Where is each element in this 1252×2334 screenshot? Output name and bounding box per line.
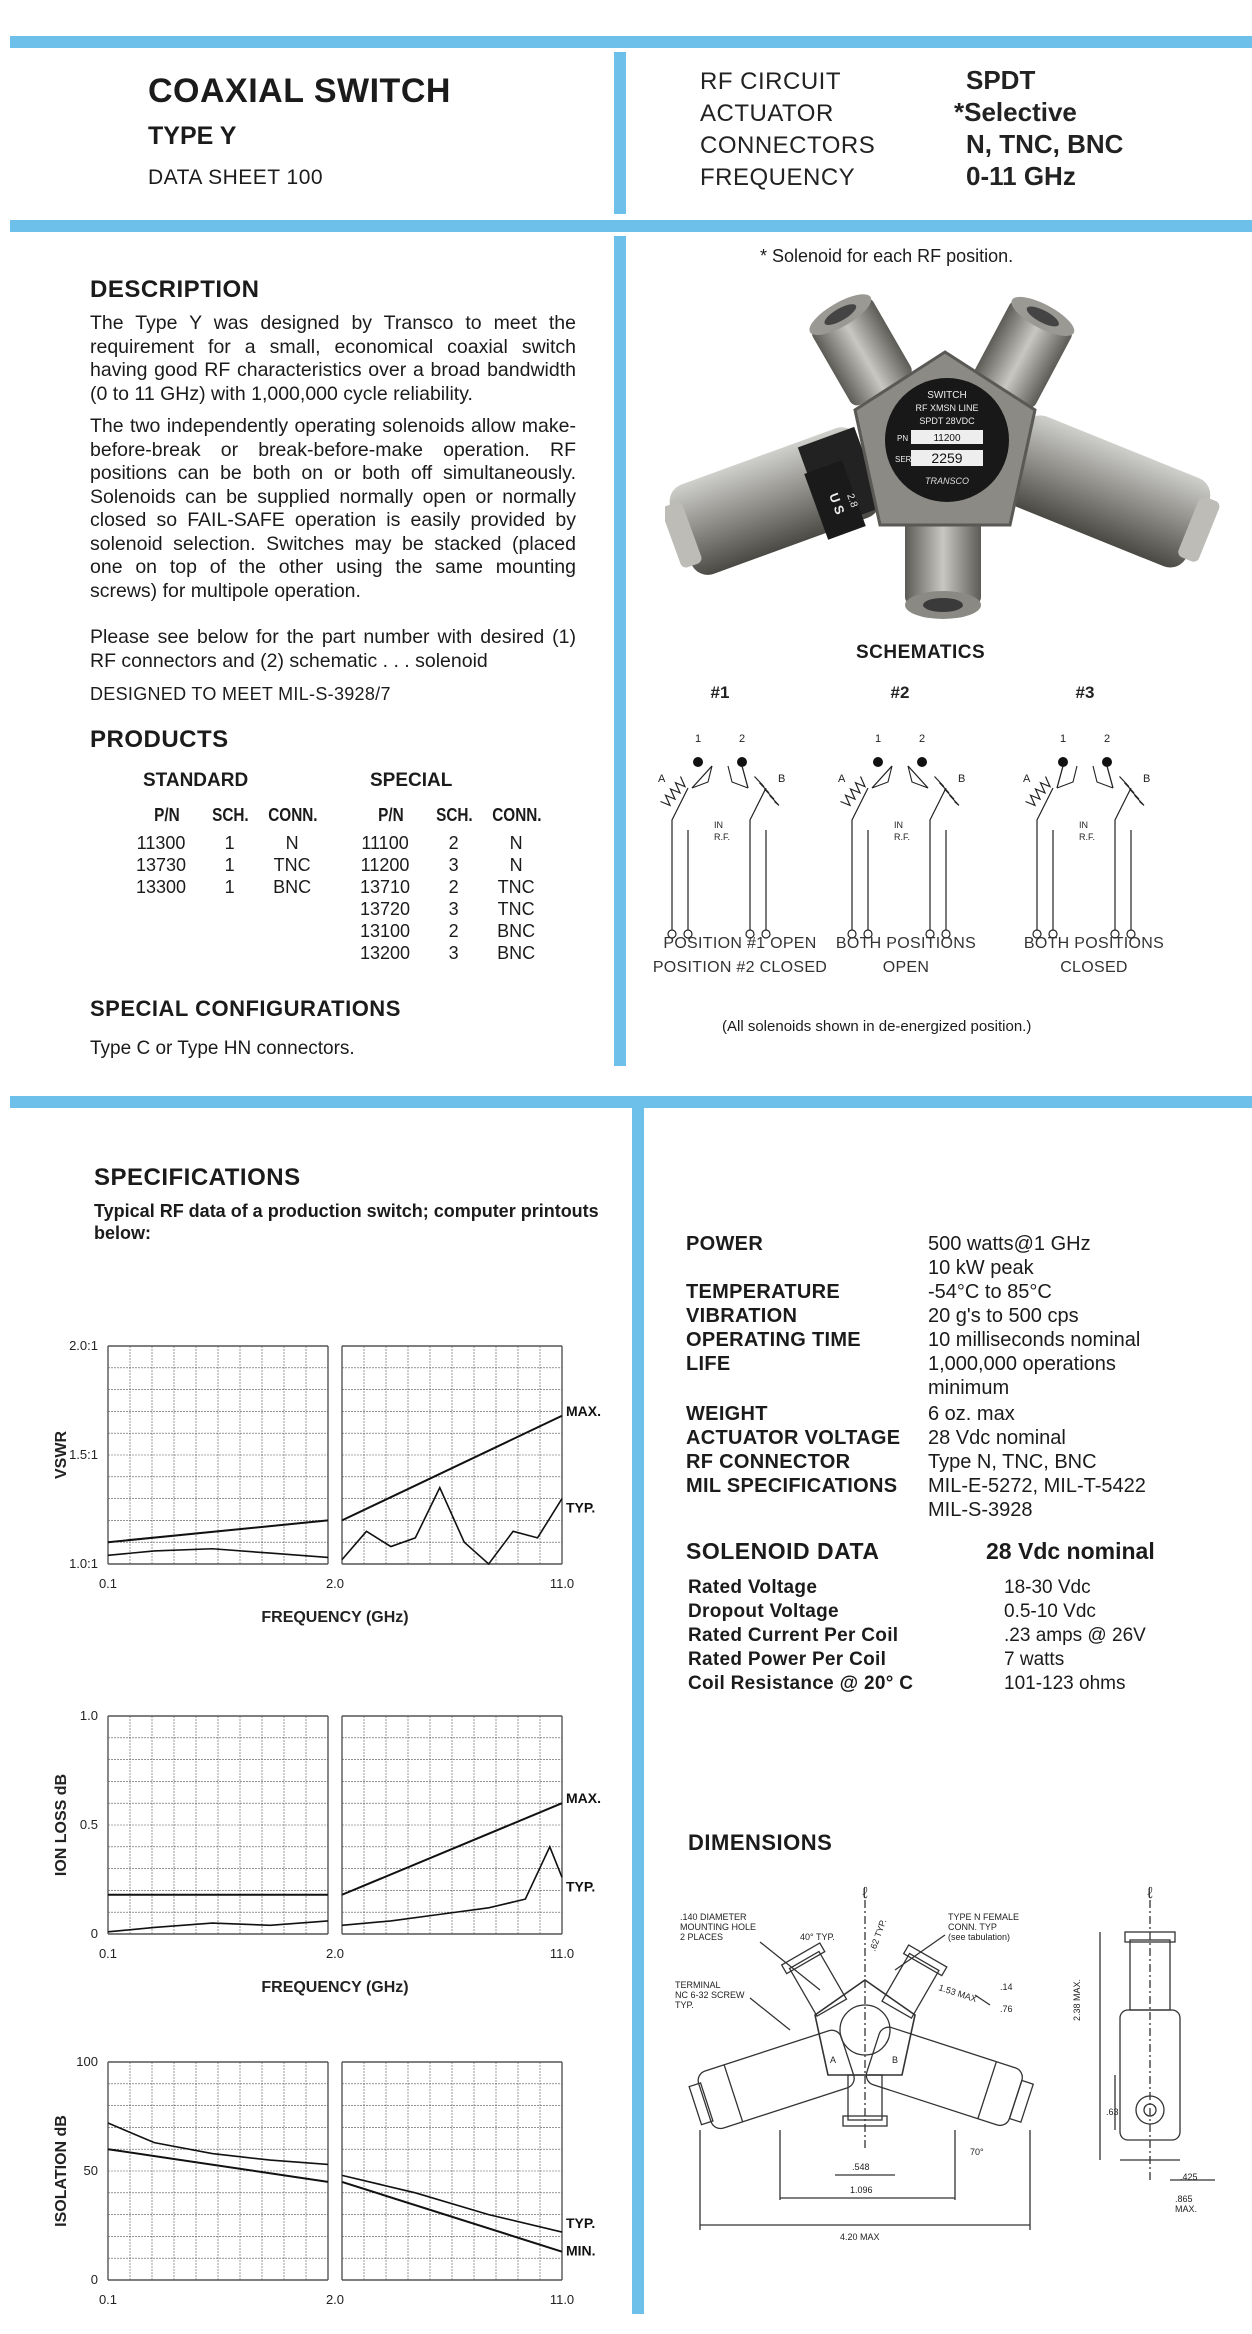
actuator-label: ACTUATOR (700, 100, 834, 127)
standard-cell: N (285, 833, 299, 853)
y-axis-label: ISOLATION dB (53, 2115, 70, 2227)
actuator-value: *Selective (954, 97, 1077, 127)
solenoid-row (688, 1600, 1208, 1624)
solenoid-row (688, 1672, 1208, 1696)
schematic-number: #1 (710, 683, 730, 702)
standard-row (136, 832, 333, 854)
x-tick-label: 0.1 (98, 1576, 118, 1591)
spec-key: POWER (686, 1233, 764, 1255)
series-label: MAX. (566, 1790, 601, 1807)
dim-label-line: MOUNTING HOLE (680, 1922, 757, 1932)
dimensions-heading: DIMENSIONS (688, 1830, 833, 1855)
rf-label: R.F. (1079, 832, 1096, 842)
dim-153: 1.53 MAX (937, 1982, 979, 2005)
standard-cell: TNC (273, 855, 311, 875)
a-label: A (838, 773, 846, 785)
spec-value-line: 10 kW peak (928, 1257, 1034, 1279)
dim-label-line: MAX. (1175, 2204, 1198, 2214)
solenoid-key: Rated Current Per Coil (688, 1625, 899, 1646)
b-label: B (958, 773, 966, 785)
schematics-heading: SCHEMATICS (856, 642, 986, 663)
standard-col-header: SCH. (212, 805, 249, 825)
special-table (360, 805, 557, 964)
photo-ser-label: SER (895, 455, 912, 464)
chart-3 (53, 2054, 596, 2307)
spec-row (686, 1402, 1226, 1426)
chart-grid (342, 2062, 562, 2280)
solenoid-nominal: 28 Vdc nominal (986, 1538, 1155, 1564)
standard-row (136, 854, 333, 876)
solenoid-key: Rated Power Per Coil (688, 1649, 887, 1670)
solenoid-row (688, 1576, 1208, 1600)
description-p1: The Type Y was designed by Transco to meet the requirement for a small, economical coaxial switch having good RF characteristics over a broad bandwidth (0 to 11 GHz) with 1,000,000 cycle reliability. (90, 312, 576, 405)
dim-63: .63 (1106, 2107, 1119, 2117)
special-title: SPECIAL (370, 770, 453, 791)
spec-row (686, 1328, 1226, 1352)
pos1-label: 1 (1059, 733, 1067, 745)
spec-row (686, 1352, 1226, 1400)
dim-label-line: NC 6-32 SCREW (675, 1990, 745, 2000)
spec-value-line: 1,000,000 operations (928, 1353, 1116, 1375)
special-cell: 11200 (360, 855, 410, 875)
switch-photo (665, 290, 1225, 630)
solenoid-value: 0.5-10 Vdc (1004, 1601, 1096, 1622)
contact-dot (1102, 757, 1112, 767)
special-row (360, 876, 557, 898)
specifications-intro: Typical RF data of a production switch; computer printouts below: (94, 1201, 599, 1243)
y-tick-label: 100 (76, 2054, 98, 2069)
dim-label-line: TYPE N FEMALE (948, 1912, 1020, 1922)
spec-value-line: Type N, TNC, BNC (928, 1451, 1097, 1473)
dim-label-line: .140 DIAMETER (680, 1912, 747, 1922)
solenoid-heading: SOLENOID DATA (686, 1538, 880, 1564)
contact-dot (693, 757, 703, 767)
spec-value (928, 1304, 1079, 1328)
special-row (360, 898, 557, 920)
header-rule (10, 220, 1252, 232)
lead-a (672, 788, 688, 930)
dim-865 (1175, 2194, 1197, 2214)
y-axis-label: ION LOSS dB (53, 1773, 70, 1877)
photo-side1: U S (826, 490, 848, 517)
standard-cell: 1 (224, 855, 235, 875)
schematic-caption-3 (994, 932, 1194, 980)
special-col-header: SCH. (436, 805, 473, 825)
schematic-1-caption-line1: POSITION #1 OPEN (663, 935, 817, 952)
spec-value (928, 1232, 1091, 1280)
standard-header-row (136, 805, 333, 832)
special-col-header: P/N (378, 805, 404, 825)
chart-grid (108, 2062, 328, 2280)
schematic-number: #3 (1075, 683, 1095, 702)
switch-arm-2 (1107, 766, 1113, 788)
rf-circuit-label: RF CIRCUIT (700, 68, 841, 95)
schematics-note: (All solenoids shown in de-energized position.) (722, 1018, 1032, 1035)
photo-label-line2: RF XMSN LINE (915, 403, 979, 413)
schematic-1 (658, 683, 785, 938)
spec-value (928, 1474, 1146, 1522)
contact-dot (1058, 757, 1068, 767)
dim-hole-label (680, 1912, 756, 1942)
contact-dot (873, 757, 883, 767)
schematic-3-caption-line2: CLOSED (1060, 959, 1128, 976)
dim-label-line: .865 (1175, 2194, 1193, 2204)
spec-key: TEMPERATURE (686, 1281, 841, 1303)
schematic-2 (838, 683, 965, 938)
schematic-caption-2 (806, 932, 1006, 980)
special-cell: BNC (497, 921, 536, 941)
schematic-number: #2 (890, 683, 910, 702)
connectors-value: N, TNC, BNC (966, 129, 1124, 159)
products-heading: PRODUCTS (90, 726, 229, 753)
special-cell: TNC (497, 877, 535, 897)
special-cell: TNC (497, 899, 535, 919)
x-tick-label: 11.0 (549, 1946, 575, 1961)
spec-value-line: 500 watts@1 GHz (928, 1233, 1091, 1255)
spec-key: OPERATING TIME (686, 1329, 861, 1351)
chart-grid (342, 1346, 562, 1564)
spec-value-line: 28 Vdc nominal (928, 1427, 1066, 1449)
special-cell: 3 (448, 899, 459, 919)
specs-list (686, 1232, 1226, 1522)
special-cell: N (509, 855, 523, 875)
a-label: A (1023, 773, 1031, 785)
x-tick-label: 2.0 (325, 1576, 345, 1591)
y-tick-label: 1.0:1 (69, 1556, 98, 1571)
standard-table (136, 805, 333, 898)
spec-value (928, 1328, 1140, 1352)
special-row (360, 854, 557, 876)
special-cell: 13720 (360, 899, 411, 919)
contact-dot (917, 757, 927, 767)
x-axis-label: FREQUENCY (GHz) (261, 1609, 409, 1626)
rf-circuit-value: SPDT (966, 65, 1036, 95)
description-p3: Please see below for the part number with desired (1) RF connectors and (2) schematic . . . solenoid (90, 626, 576, 672)
solenoid-value: 101-123 ohms (1004, 1673, 1126, 1694)
pos2-label: 2 (1103, 733, 1111, 745)
spec-value-line: MIL-E-5272, MIL-T-5422 (928, 1475, 1146, 1497)
y-tick-label: 0 (90, 2272, 98, 2287)
pos2-label: 2 (738, 733, 746, 745)
lead-a (852, 788, 868, 930)
spec-value (928, 1352, 1116, 1400)
lead-b (930, 788, 946, 930)
coil-b (755, 777, 780, 806)
photo-ser: 2259 (931, 450, 963, 466)
x-tick-label: 2.0 (325, 1946, 345, 1961)
coil-b (935, 777, 960, 806)
solenoid-row (688, 1624, 1208, 1648)
spec-row (686, 1474, 1226, 1522)
spec-value-line: 10 milliseconds nominal (928, 1329, 1141, 1351)
series-label: TYP. (566, 1878, 596, 1895)
special-cell: 13200 (360, 943, 411, 963)
spec-value-line: 20 g's to 500 cps (928, 1305, 1079, 1327)
lead-b (750, 788, 766, 930)
type-label: TYPE Y (148, 122, 237, 150)
special-cell: N (509, 833, 523, 853)
special-cell: 2 (448, 921, 459, 941)
standard-col-header: P/N (154, 805, 180, 825)
y-axis-label: VSWR (53, 1431, 70, 1479)
special-row (360, 832, 557, 854)
spec-row (686, 1426, 1226, 1450)
schematic-3-caption-line1: BOTH POSITIONS (1023, 935, 1165, 952)
top-rule (10, 36, 1252, 48)
standard-title: STANDARD (143, 770, 249, 791)
spec-value (928, 1450, 1097, 1474)
photo-pn-label: PN (897, 434, 909, 443)
standard-row (136, 876, 333, 898)
series-label: MIN. (566, 2242, 596, 2259)
photo-side2: 2.8 (844, 492, 860, 510)
contact-dot (737, 757, 747, 767)
y-tick-label: 0.5 (79, 1817, 98, 1832)
header-spec-values (954, 64, 1124, 192)
y-tick-label: 2.0:1 (69, 1338, 98, 1353)
special-row (360, 920, 557, 942)
spec-value-line: MIL-S-3928 (928, 1499, 1033, 1521)
b-label: B (778, 773, 786, 785)
dim-548: .548 (852, 2162, 870, 2172)
solenoid-value: 7 watts (1004, 1649, 1065, 1670)
chart-2 (53, 1708, 601, 1996)
special-header-row (360, 805, 557, 832)
spec-row (686, 1450, 1226, 1474)
dim-b: B (892, 2055, 899, 2065)
photo-pn: 11200 (933, 433, 961, 444)
dim-connector-label (948, 1912, 1019, 1942)
dim-label-line: CONN. TYP (948, 1922, 997, 1932)
rf-charts (0, 1310, 630, 2334)
description-heading: DESCRIPTION (90, 276, 260, 303)
chart-grid (342, 1716, 562, 1934)
data-sheet-label: DATA SHEET 100 (148, 166, 324, 189)
dim-40: 40° TYP. (800, 1932, 835, 1942)
special-config-text: Type C or Type HN connectors. (90, 1038, 355, 1059)
dim-420: 4.20 MAX (840, 2232, 880, 2242)
schematic-2-caption-line2: OPEN (882, 959, 930, 976)
spec-row (686, 1232, 1226, 1280)
photo-label-line1: SWITCH (927, 390, 967, 401)
chart-grid (108, 1716, 328, 1934)
photo-brand: TRANSCO (924, 476, 970, 486)
x-tick-label: 11.0 (549, 2292, 575, 2307)
solenoid-value: 18-30 Vdc (1004, 1577, 1091, 1598)
dim-label-line: TERMINAL (675, 1980, 721, 1990)
series-label: MAX. (566, 1402, 601, 1419)
in-label: IN (714, 820, 723, 830)
y-tick-label: 1.5:1 (69, 1447, 98, 1462)
x-tick-label: 0.1 (98, 1946, 118, 1961)
spec-value-line: 6 oz. max (928, 1403, 1015, 1425)
x-tick-label: 2.0 (325, 2292, 345, 2307)
standard-cell: BNC (273, 877, 312, 897)
solenoid-list (688, 1576, 1208, 1696)
header-divider (614, 52, 626, 214)
lower-divider (632, 1108, 644, 2314)
spec-key: RF CONNECTOR (686, 1451, 851, 1473)
special-col-header: CONN. (492, 805, 542, 825)
coil-b (1120, 777, 1145, 806)
special-cell: 3 (448, 855, 459, 875)
y-tick-label: 1.0 (79, 1708, 98, 1723)
special-cell: 3 (448, 943, 459, 963)
series-label: TYP. (566, 2215, 596, 2232)
in-label: IN (1079, 820, 1088, 830)
svg-text:ℓ: ℓ (1147, 1885, 1153, 1902)
series-label: TYP. (566, 1499, 596, 1516)
x-axis-label: FREQUENCY (GHz) (261, 1979, 409, 1996)
special-cell: 2 (448, 833, 459, 853)
schematic-1-caption-line2: POSITION #2 CLOSED (652, 959, 828, 976)
spec-row (686, 1304, 1226, 1328)
pos1-label: 1 (694, 733, 702, 745)
solenoid-key: Coil Resistance @ 20° C (688, 1673, 914, 1694)
spec-row (686, 1280, 1226, 1304)
spec-key: LIFE (686, 1353, 731, 1375)
special-cell: 2 (448, 877, 459, 897)
dim-62: .62 TYP. (867, 1917, 889, 1953)
pos1-label: 1 (874, 733, 882, 745)
upper-divider (614, 236, 626, 1066)
special-cell: BNC (497, 943, 536, 963)
standard-cell: 11300 (136, 833, 186, 853)
solenoid-key: Rated Voltage (688, 1577, 818, 1598)
special-cell: 13710 (360, 877, 411, 897)
standard-cell: 13730 (136, 855, 187, 875)
solenoid-key: Dropout Voltage (688, 1601, 839, 1622)
dim-label-line: TYP. (675, 2000, 694, 2010)
connectors-label: CONNECTORS (700, 132, 876, 159)
lead-a (1037, 788, 1053, 930)
dim-label-line: (see tabulation) (948, 1932, 1011, 1942)
dim-1096: 1.096 (850, 2185, 873, 2195)
standard-cell: 1 (224, 833, 235, 853)
x-tick-label: 0.1 (98, 2292, 118, 2307)
spec-value (928, 1402, 1015, 1426)
solenoid-value: .23 amps @ 26V (1004, 1625, 1146, 1646)
spec-key: VIBRATION (686, 1305, 798, 1327)
spec-value-line: -54°C to 85°C (928, 1281, 1052, 1303)
spec-value (928, 1280, 1052, 1304)
spec-key: MIL SPECIFICATIONS (686, 1475, 898, 1497)
dim-425: .425 (1180, 2172, 1198, 2182)
description-p2: The two independently operating solenoids allow make-before-break or break-before-make operation. RF positions can be both on or both off simultaneously. Solenoids can be supplied normally open or normally closed so FAIL-SAFE operation is easily provided by solenoid selection. Switches may be stacked (placed one on top of the other using the same mounting screws) for multipole operation. (90, 415, 576, 602)
switch-arm-1 (1057, 766, 1063, 788)
page-title: COAXIAL SWITCH (148, 72, 451, 110)
in-label: IN (894, 820, 903, 830)
rf-label: R.F. (714, 832, 731, 842)
svg-text:ℓ: ℓ (862, 1885, 868, 1902)
y-tick-label: 50 (83, 2163, 98, 2178)
b-label: B (1143, 773, 1151, 785)
special-cell: 11100 (361, 833, 409, 853)
dim-70: 70° (970, 2147, 984, 2157)
y-tick-label: 0 (90, 1926, 98, 1941)
frequency-label: FREQUENCY (700, 164, 856, 191)
mid-rule (10, 1096, 1252, 1108)
spec-key: ACTUATOR VOLTAGE (686, 1427, 901, 1449)
spec-key: WEIGHT (686, 1403, 768, 1425)
chart-1 (53, 1338, 601, 1626)
special-cell: 13100 (360, 921, 411, 941)
dim-terminal-label (675, 1980, 745, 2010)
dimensions-drawing (670, 1880, 1240, 2260)
rf-label: R.F. (894, 832, 911, 842)
mil-note: DESIGNED TO MEET MIL-S-3928/7 (90, 684, 391, 704)
header-spec-labels (700, 66, 875, 194)
dim-76: .76 (1000, 2004, 1013, 2014)
photo-note: * Solenoid for each RF position. (760, 246, 1014, 266)
switch-arm-2 (742, 766, 748, 788)
schematic-2-caption-line1: BOTH POSITIONS (835, 935, 977, 952)
pos2-label: 2 (918, 733, 926, 745)
standard-col-header: CONN. (268, 805, 318, 825)
spec-value-line: minimum (928, 1377, 1010, 1399)
lead-b (1115, 788, 1131, 930)
dim-14: .14 (1000, 1982, 1013, 1992)
dim-238: 2.38 MAX. (1072, 1978, 1082, 2022)
special-config-heading: SPECIAL CONFIGURATIONS (90, 996, 401, 1021)
standard-cell: 13300 (136, 877, 187, 897)
x-tick-label: 11.0 (549, 1576, 575, 1591)
schematic-3 (1023, 683, 1150, 938)
photo-label-line3: SPDT 28VDC (919, 416, 975, 426)
solenoid-row (688, 1648, 1208, 1672)
dim-label-line: 2 PLACES (680, 1932, 724, 1942)
a-label: A (658, 773, 666, 785)
frequency-value: 0-11 GHz (966, 161, 1076, 191)
dim-a: A (830, 2055, 837, 2065)
specifications-heading: SPECIFICATIONS (94, 1164, 301, 1191)
spec-value (928, 1426, 1066, 1450)
standard-cell: 1 (224, 877, 235, 897)
special-row (360, 942, 557, 964)
